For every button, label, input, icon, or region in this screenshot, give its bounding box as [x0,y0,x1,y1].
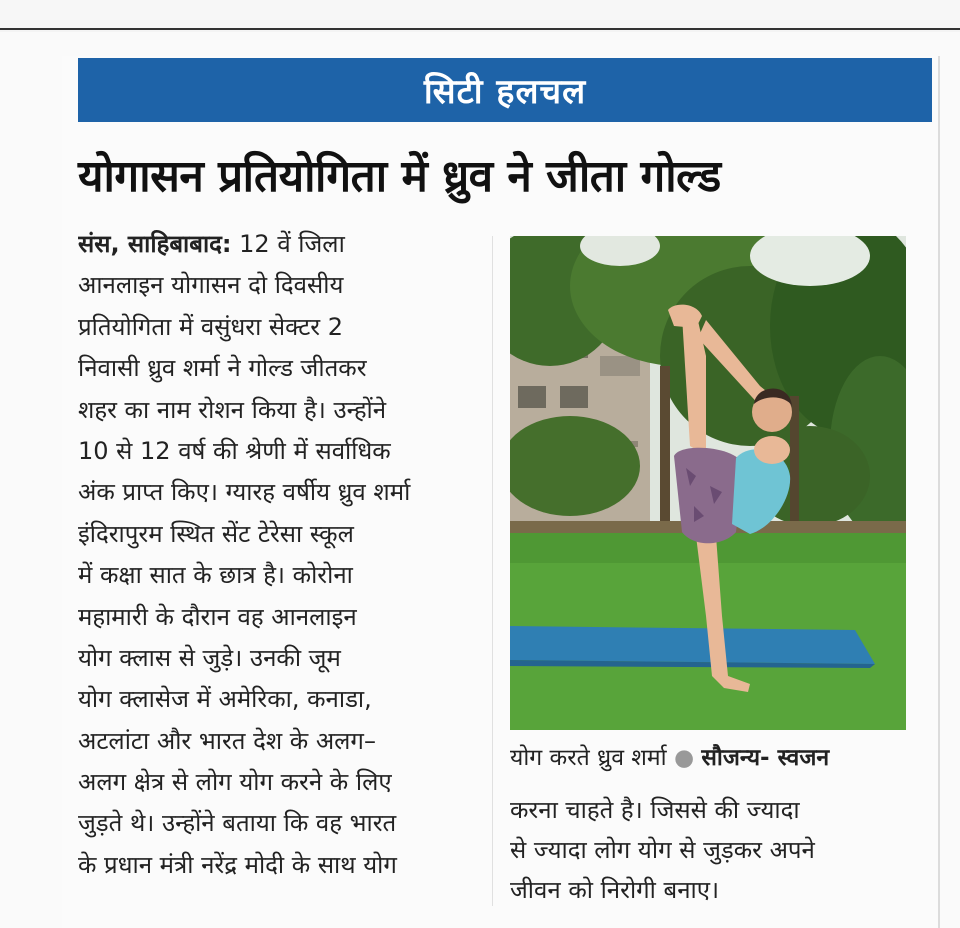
yoga-photo-illustration [510,236,906,730]
article-line: अटलांटा और भारत देश के अलग– [78,726,376,755]
article-line: में कक्षा सात के छात्र है। कोरोना [78,561,353,590]
article-line: इंदिरापुरम स्थित सेंट टेरेसा स्कूल [78,519,354,548]
article-line: जुड़ते थे। उन्होंने बताया कि वह भारत [78,809,397,838]
article-line-text: 12 वें जिला [231,230,345,258]
article-continued-column [510,790,910,910]
article-dateline: संस, साहिबाबाद: [78,230,232,258]
article-line: निवासी ध्रुव शर्मा ने गोल्ड जीतकर [78,354,367,383]
article-line: के प्रधान मंत्री नरेंद्र मोदी के साथ योग [78,850,397,879]
section-title: सिटी हलचल [423,72,587,112]
article-headline: योगासन प्रतियोगिता में ध्रुव ने जीता गोल्ड [78,151,721,202]
article-line: से ज्यादा लोग योग से जुड़कर अपने [510,836,815,864]
article-line: जीवन को निरोगी बनाए। [510,876,720,904]
article-photo [510,236,906,730]
caption-bullet: ● [673,745,695,771]
photo-credit: सौजन्य- स्वजन [701,745,830,771]
article-line: शहर का नाम रोशन किया है। उन्होंने [78,395,387,424]
article-line: प्रतियोगिता में वसुंधरा सेक्टर 2 [78,312,344,341]
column-divider [492,236,493,906]
article-line: करना चाहते है। जिससे की ज्यादा [510,796,800,824]
photo-caption [510,740,910,772]
article-line: योग क्लास से जुड़े। उनकी जूम [78,643,341,672]
article-line: महामारी के दौरान वह आनलाइन [78,602,357,631]
article-line: अंक प्राप्त किए। ग्यारह वर्षीय ध्रुव शर्मा [78,478,411,507]
article-line [78,224,478,265]
window-top-bar [0,0,960,30]
article-body-column [78,224,478,886]
article-line: 10 से 12 वर्ष की श्रेणी में सर्वाधिक [78,436,391,465]
article-line: आनलाइन योगासन दो दिवसीय [78,271,344,300]
article-line: योग क्लासेज में अमेरिका, कनाडा, [78,685,372,714]
section-banner [78,58,932,122]
caption-text: योग करते ध्रुव शर्मा [510,745,667,771]
article-line: अलग क्षेत्र से लोग योग करने के लिए [78,768,392,797]
